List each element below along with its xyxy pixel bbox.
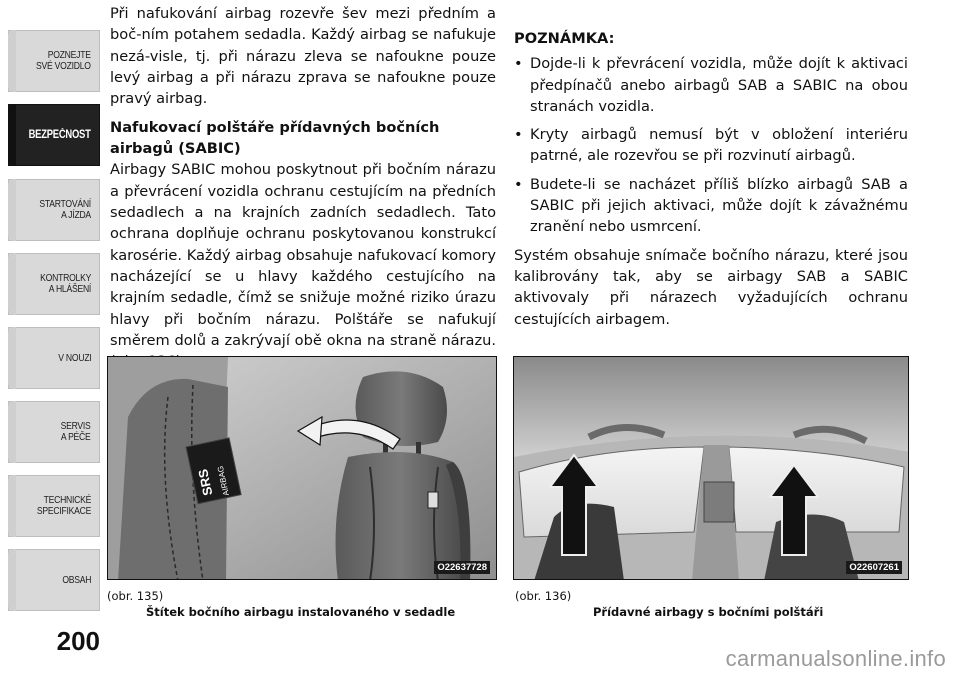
figure-seat-airbag-label <box>107 356 497 580</box>
tab-label: STARTOVÁNÍ A JÍZDA <box>39 198 91 221</box>
figure-code: O22637728 <box>434 561 490 574</box>
figure-caption: Štítek bočního airbagu instalovaného v sedadle <box>146 605 456 619</box>
figure-code: O22607261 <box>846 561 902 574</box>
page-number: 200 <box>56 626 100 656</box>
figure-side-curtain-airbags <box>513 356 909 580</box>
tab-technicke-specifikace[interactable] <box>8 475 100 537</box>
tab-v-nouzi[interactable] <box>8 327 100 389</box>
right-column <box>514 28 908 330</box>
intro-paragraph: Při nafukování airbag rozevře šev mezi předním a boč-ním potahem sedadla. Každý airbag se nafukuje nezá-visle, tj. při nárazu zleva se nafoukne pouze levý airbag a při nárazu zprava se nafoukne pouze pravý airbag. <box>110 5 496 108</box>
left-column <box>110 3 496 372</box>
tab-obsah[interactable] <box>8 549 100 611</box>
tab-label: V NOUZI <box>57 351 91 364</box>
note-title: POZNÁMKA: <box>514 30 615 47</box>
figure-ref: (obr. 135) <box>107 589 164 603</box>
body-paragraph: Airbagy SABIC mohou poskytnout při bočním nárazu a převrácení vozidla ochranu cestujícím na předních sedadlech a na krajních zadních sedadlech. Tato ochrana doplňuje ochranu poskytovanou konstrukcí karosérie. Každý airbag obsahuje nafukovací komory nacházející se u hlavy každého cestujícího na krajním sedadle, čímž se snižuje možné riziko úrazu hlavy při bočním nárazu. Polštáře se nafukují směrem dolů a zakrývají obě okna na straně nárazu. <box>110 161 496 349</box>
note-bullet: • Kryty airbagů nemusí být v obložení interiéru patrné, ale rozevřou se při rozvinutí airbagů. <box>514 124 908 167</box>
watermark: carmanualsonline.info <box>725 646 946 671</box>
figure-ref: (obr. 136) <box>515 589 572 603</box>
tab-label: BEZPEČNOST <box>29 128 91 141</box>
tab-bezpecnost[interactable] <box>8 104 100 166</box>
note-bullet: • Dojde-li k převrácení vozidla, může dojít k aktivaci předpínačů anebo airbagů SAB a SABIC na obou stranách vozidla. <box>514 53 908 117</box>
tab-label: TECHNICKÉ SPECIFIKACE <box>36 494 91 517</box>
section-heading: Nafukovací polštáře přídavných bočních airbagů (SABIC) <box>110 119 440 158</box>
figure-caption: Přídavné airbagy s bočními polštáři <box>593 605 824 619</box>
airbag-label-text: AIRBAG <box>215 465 231 497</box>
tab-label: POZNEJTE SVÉ VOZIDLO <box>36 49 91 72</box>
tab-label: OBSAH <box>62 573 91 586</box>
tab-label: KONTROLKY A HLÁŠENÍ <box>40 272 91 295</box>
tab-startovani-a-jizda[interactable] <box>8 179 100 241</box>
srs-label-text: SRS <box>195 467 216 498</box>
tab-poznejte-sve-vozidlo[interactable] <box>8 30 100 92</box>
tab-servis-a-pece[interactable] <box>8 401 100 463</box>
note-bullets <box>514 53 908 237</box>
tab-label: SERVIS A PÉČE <box>61 420 91 443</box>
seat-illustration <box>108 357 497 580</box>
sensor-paragraph: Systém obsahuje snímače bočního nárazu, které jsou kalibrovány tak, aby se airbagy SAB a SABIC aktivovaly při nárazech vyžadujících ochranu cestujících airbagem. <box>514 246 908 328</box>
section-tabs <box>0 0 104 678</box>
note-bullet: • Budete-li se nacházet příliš blízko airbagů SAB a SABIC při jejich aktivaci, může dojít k závažnému zranění nebo usmrcení. <box>514 174 908 238</box>
vehicle-interior-illustration <box>514 357 909 580</box>
tab-kontrolky-a-hlaseni[interactable] <box>8 253 100 315</box>
